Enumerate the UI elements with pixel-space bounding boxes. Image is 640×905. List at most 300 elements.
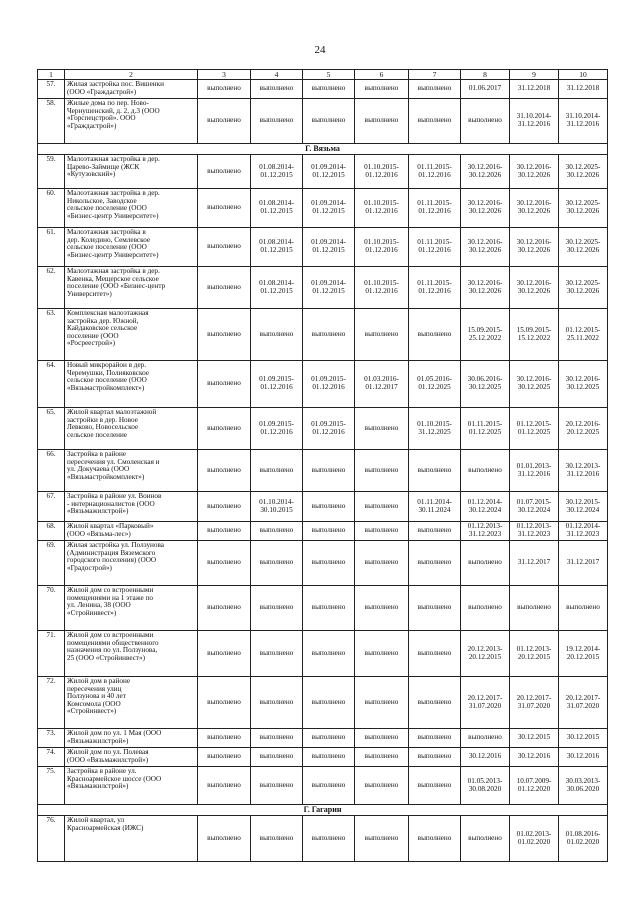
status-cell — [355, 80, 409, 99]
object-name-line: (ООО «Граждастрой») — [67, 87, 137, 96]
status-cell — [198, 99, 251, 144]
status-cell — [198, 631, 251, 677]
status-text: выполнено — [468, 733, 502, 742]
status-text: 01.06.2017 — [468, 84, 502, 93]
status-cell — [510, 408, 559, 450]
status-text: 25.12.2022 — [468, 333, 502, 342]
status-cell — [559, 522, 608, 541]
object-name — [65, 492, 198, 522]
object-name-line: Жилая застройка пос. Вишенки — [67, 80, 164, 88]
status-text: 15.12.2022 — [517, 333, 551, 342]
status-cell — [461, 309, 510, 361]
status-cell — [251, 228, 303, 267]
status-text: 30.12.2026 — [566, 286, 600, 295]
status-text: 31.12.2023 — [517, 530, 551, 538]
row-number: 67. — [38, 492, 65, 522]
status-cell — [559, 267, 608, 309]
status-text: 31.07.2020 — [517, 701, 551, 710]
column-header: 5 — [303, 70, 355, 80]
status-text: 01.11.2015- — [417, 238, 452, 247]
status-text: выполнено — [311, 833, 346, 842]
status-text: выполнено — [364, 423, 399, 432]
row-number: 74. — [38, 748, 65, 767]
table-row — [38, 729, 608, 748]
status-text: 15.09.2015- — [467, 325, 503, 334]
status-cell — [251, 267, 303, 309]
status-text: выполнено — [311, 329, 346, 338]
object-name-line: городского поселения) (ООО — [67, 556, 157, 565]
status-text: 30.12.2016- — [467, 238, 503, 247]
status-text: выполнено — [207, 752, 241, 761]
object-name — [65, 189, 198, 228]
status-text: 31.12.2016 — [566, 469, 600, 478]
status-text: 01.02.2020 — [517, 837, 551, 846]
status-text: выполнено — [259, 526, 294, 535]
object-name-line: Застройка в районе — [67, 450, 127, 458]
status-text: выполнено — [207, 465, 241, 474]
status-cell — [355, 361, 409, 408]
status-text: выполнено — [259, 465, 294, 474]
status-text: 30.06.2020 — [566, 784, 600, 793]
status-text: 25.11.2022 — [566, 333, 600, 342]
table-row — [38, 522, 608, 541]
section-row — [38, 144, 608, 155]
status-cell — [510, 80, 559, 99]
status-text: 30.03.2013- — [565, 776, 601, 785]
status-text: 01.08.2014- — [259, 238, 294, 247]
row-number: 62. — [38, 267, 65, 309]
object-name-line: «Вязьмажилстрой») — [67, 782, 129, 791]
status-cell — [559, 541, 608, 586]
status-cell — [198, 450, 251, 492]
status-cell — [409, 492, 461, 522]
object-name-line: Малоэтажная застройка в дер. — [67, 189, 160, 197]
object-name-line: «Кутузовский») — [67, 170, 116, 179]
status-text: выполнено — [311, 84, 346, 93]
table-row — [38, 267, 608, 309]
status-text: выполнено — [364, 329, 399, 338]
status-cell — [198, 267, 251, 309]
object-name-line: Красноармейская (ИЖС) — [67, 823, 144, 832]
object-name — [65, 677, 198, 729]
status-text: 01.09.2015- — [311, 375, 346, 384]
object-name-line: сельское поселение — [67, 430, 128, 439]
status-text: выполнено — [364, 697, 399, 706]
status-text: 20.12.2016- — [565, 419, 601, 428]
column-header: 2 — [65, 70, 198, 80]
status-cell — [510, 189, 559, 228]
status-cell — [510, 631, 559, 677]
status-cell — [251, 309, 303, 361]
status-cell — [559, 189, 608, 228]
status-cell — [409, 748, 461, 767]
status-text: 31.12.2016 — [566, 120, 600, 128]
status-text: выполнено — [207, 423, 241, 432]
construction-schedule-table — [37, 69, 608, 862]
status-cell — [461, 450, 510, 492]
status-text: выполнено — [311, 603, 346, 612]
status-cell — [303, 80, 355, 99]
status-cell — [461, 189, 510, 228]
status-text: выполнено — [311, 465, 346, 474]
row-number: 63. — [38, 309, 65, 361]
status-text: 31.12.2025 — [418, 427, 451, 436]
status-text: 30.12.2024 — [566, 505, 600, 514]
status-text: 30.12.2016- — [516, 278, 552, 287]
status-text: 01.12.2014- — [565, 522, 601, 531]
status-text: 31.12.2016 — [517, 120, 551, 128]
status-text: 31.12.2017 — [517, 558, 551, 567]
status-text: 30.12.2016 — [468, 752, 502, 761]
row-number: 75. — [38, 767, 65, 805]
status-cell — [409, 522, 461, 541]
status-cell — [251, 361, 303, 408]
object-name-line: помещениями общественного — [67, 638, 159, 647]
status-text: выполнено — [311, 648, 346, 657]
object-name-line: Ползунова и 40 лет — [67, 692, 126, 701]
status-cell — [510, 586, 559, 631]
status-text: 30.11.2024 — [418, 505, 451, 514]
status-cell — [461, 361, 510, 408]
status-text: 20.12.2017- — [565, 693, 601, 702]
status-cell — [510, 767, 559, 805]
status-cell — [251, 677, 303, 729]
table-row — [38, 155, 608, 189]
status-cell — [510, 677, 559, 729]
status-cell — [461, 80, 510, 99]
object-name-line: (ООО «Вязьма-лес») — [67, 529, 131, 538]
status-cell — [409, 189, 461, 228]
status-cell — [251, 189, 303, 228]
table-row — [38, 492, 608, 522]
status-cell — [409, 309, 461, 361]
object-name-line: Кавенка, Мещерское сельское — [67, 274, 159, 283]
status-cell — [198, 816, 251, 862]
status-cell — [559, 767, 608, 805]
object-name — [65, 361, 198, 408]
status-text: 01.11.2015- — [417, 278, 452, 287]
status-text: 01.10.2015- — [364, 278, 399, 287]
status-text: 30.12.2026 — [566, 207, 600, 215]
status-text: 01.12.2015- — [516, 419, 552, 428]
status-cell — [510, 816, 559, 862]
status-text: 01.10.2015- — [417, 419, 452, 428]
status-text: 01.12.2013- — [516, 522, 552, 531]
status-cell — [510, 155, 559, 189]
status-text: 01.09.2014- — [311, 199, 346, 208]
status-text: выполнено — [468, 603, 502, 612]
status-cell — [510, 748, 559, 767]
status-text: 20.12.2017- — [467, 693, 503, 702]
status-text: 01.12.2017 — [365, 383, 398, 391]
object-name — [65, 767, 198, 805]
status-cell — [355, 748, 409, 767]
status-text: 30.12.2026 — [517, 170, 551, 179]
table-row — [38, 80, 608, 99]
status-cell — [461, 748, 510, 767]
status-cell — [198, 767, 251, 805]
status-text: 30.08.2020 — [468, 784, 502, 793]
object-name-line: Жилой дом со встроенными — [67, 631, 154, 639]
status-cell — [355, 677, 409, 729]
status-text: 01.12.2015 — [312, 246, 345, 254]
object-name — [65, 99, 198, 144]
object-name-line: Жилой квартал «Парковый» — [67, 522, 154, 530]
object-name — [65, 541, 198, 586]
object-name — [65, 631, 198, 677]
status-text: выполнено — [417, 84, 452, 93]
status-text: выполнено — [311, 526, 346, 535]
status-cell — [251, 450, 303, 492]
status-cell — [303, 677, 355, 729]
status-text: выполнено — [311, 116, 346, 125]
status-text: выполнено — [259, 603, 294, 612]
status-text: выполнено — [311, 558, 346, 567]
status-text: 20.12.2013- — [467, 644, 503, 653]
object-name — [65, 155, 198, 189]
status-text: 01.12.2015 — [312, 170, 345, 179]
status-cell — [409, 361, 461, 408]
object-name-line: сельское поселение (ООО — [67, 204, 147, 213]
section-title: Г. Гагарин — [38, 805, 608, 816]
status-text: 01.12.2016 — [260, 427, 293, 436]
status-text: 01.11.2014- — [417, 497, 452, 506]
status-cell — [461, 677, 510, 729]
status-text: выполнено — [364, 780, 399, 789]
status-text: 01.12.2015 — [312, 207, 345, 215]
object-name-line: поселение (ООО «Бизнес-центр — [67, 282, 166, 291]
object-name-line: сельское поселение (ООО — [67, 376, 147, 385]
status-text: 31.12.2023 — [566, 530, 600, 538]
status-text: 30.12.2026 — [468, 286, 502, 295]
status-text: 30.12.2016- — [467, 278, 503, 287]
status-text: выполнено — [417, 465, 452, 474]
status-text: выполнено — [259, 648, 294, 657]
section-title: Г. Вязьма — [38, 144, 608, 155]
status-text: 01.08.2016- — [565, 829, 601, 838]
status-text: 20.12.2015 — [517, 652, 551, 661]
status-cell — [198, 361, 251, 408]
status-text: выполнено — [417, 116, 452, 125]
status-cell — [355, 189, 409, 228]
status-cell — [355, 267, 409, 309]
object-name-line: дер. Коледино, Семлевское — [67, 235, 151, 244]
status-text: 01.12.2016 — [365, 246, 398, 254]
status-cell — [559, 228, 608, 267]
object-name-line: «Граждастрой») — [67, 121, 117, 130]
status-cell — [409, 541, 461, 586]
status-cell — [559, 155, 608, 189]
status-text: выполнено — [207, 166, 241, 175]
status-text: выполнено — [364, 833, 399, 842]
row-number: 59. — [38, 155, 65, 189]
object-name-line: Застройка в районе ул. Воинов — [67, 492, 162, 500]
object-name — [65, 267, 198, 309]
object-name — [65, 309, 198, 361]
status-text: выполнено — [468, 558, 502, 567]
status-cell — [409, 729, 461, 748]
status-text: 30.12.2025 — [517, 383, 551, 391]
status-text: 01.12.2016 — [365, 170, 398, 179]
status-text: 31.12.2016 — [517, 469, 551, 478]
status-text: 01.10.2015- — [364, 238, 399, 247]
object-name-line: Новый микрорайон в дер. — [67, 361, 147, 369]
status-text: выполнено — [207, 526, 241, 535]
status-text: 30.12.2024 — [517, 505, 551, 514]
status-text: 01.12.2025 — [468, 427, 502, 436]
status-cell — [510, 522, 559, 541]
status-text: выполнено — [417, 780, 452, 789]
status-text: 30.12.2016- — [467, 199, 503, 208]
status-cell — [198, 309, 251, 361]
status-text: 01.12.2015- — [565, 325, 601, 334]
status-cell — [198, 189, 251, 228]
row-number: 71. — [38, 631, 65, 677]
row-number: 58. — [38, 99, 65, 144]
object-name — [65, 80, 198, 99]
status-text: 20.12.2015 — [566, 652, 600, 661]
status-text: 01.12.2016 — [418, 246, 451, 254]
object-name-line: Левково, Новосельское — [67, 423, 139, 432]
status-text: выполнено — [364, 558, 399, 567]
status-cell — [303, 228, 355, 267]
table-row — [38, 361, 608, 408]
status-cell — [303, 99, 355, 144]
status-cell — [198, 748, 251, 767]
status-text: выполнено — [259, 558, 294, 567]
status-cell — [409, 586, 461, 631]
status-cell — [303, 522, 355, 541]
object-name-line: «Росреестрой») — [67, 339, 115, 348]
status-cell — [251, 522, 303, 541]
status-cell — [409, 631, 461, 677]
status-text: выполнено — [207, 558, 241, 567]
status-cell — [355, 408, 409, 450]
object-name-line: Никольское, Заводское — [67, 196, 137, 205]
status-text: 01.12.2025 — [418, 383, 451, 391]
status-cell — [559, 361, 608, 408]
object-name-line: застройка дер. Южной, — [67, 316, 139, 325]
status-text: 01.12.2016 — [312, 427, 345, 436]
status-cell — [303, 729, 355, 748]
status-cell — [559, 450, 608, 492]
page-number: 24 — [314, 44, 326, 56]
status-cell — [409, 267, 461, 309]
status-cell — [303, 492, 355, 522]
status-cell — [461, 586, 510, 631]
object-name-line: Чернушенский, д. 2, д.3 (ООО — [67, 106, 160, 115]
status-cell — [303, 767, 355, 805]
status-text: выполнено — [207, 379, 241, 388]
status-cell — [559, 677, 608, 729]
status-text: 01.09.2015- — [259, 375, 294, 384]
status-cell — [559, 631, 608, 677]
status-cell — [409, 80, 461, 99]
status-cell — [303, 189, 355, 228]
column-header: 10 — [559, 70, 608, 80]
status-cell — [303, 586, 355, 631]
status-text: 20.12.2017- — [516, 693, 552, 702]
row-number: 68. — [38, 522, 65, 541]
status-cell — [409, 816, 461, 862]
status-cell — [251, 492, 303, 522]
object-name-line: пересечения улиц — [67, 684, 122, 693]
status-text: 30.12.2016- — [516, 375, 552, 384]
status-text: 31.07.2020 — [566, 701, 600, 710]
status-cell — [198, 155, 251, 189]
object-name-line: поселение (ООО — [67, 331, 119, 340]
status-cell — [251, 586, 303, 631]
status-cell — [251, 541, 303, 586]
status-text: выполнено — [207, 501, 241, 510]
object-name-line: «Вязьмажилстрой») — [67, 507, 129, 516]
row-number: 60. — [38, 189, 65, 228]
object-name-line: Жилые дома по пер. Ново- — [67, 99, 149, 107]
status-text: 30.12.2016- — [467, 162, 503, 171]
status-cell — [355, 99, 409, 144]
status-cell — [559, 729, 608, 748]
object-name-line: Жилой квартал малоэтажной — [67, 408, 157, 416]
object-name-line: «Вязьмастройкомплект») — [67, 383, 145, 392]
status-cell — [251, 99, 303, 144]
status-text: 01.05.2016- — [417, 375, 452, 384]
status-cell — [559, 492, 608, 522]
status-text: 01.12.2020 — [517, 784, 551, 793]
status-cell — [198, 586, 251, 631]
status-text: выполнено — [468, 116, 502, 125]
status-cell — [510, 541, 559, 586]
object-name-line: «Горспецстрой». ООО — [67, 114, 136, 123]
object-name-line: «Градострой») — [67, 563, 112, 572]
object-name-line: «Вязьмажилстрой») — [67, 736, 129, 745]
status-text: 19.12.2014- — [565, 644, 601, 653]
status-text: выполнено — [311, 733, 346, 742]
status-cell — [355, 631, 409, 677]
status-cell — [303, 267, 355, 309]
status-cell — [303, 361, 355, 408]
status-text: 30.12.2025- — [565, 162, 601, 171]
status-cell — [251, 631, 303, 677]
status-text: 01.09.2015- — [259, 419, 294, 428]
status-text: 01.09.2015- — [311, 419, 346, 428]
object-name-line: «Стройинвест») — [67, 707, 117, 716]
object-name-line: «Бизнес-центр Университет») — [67, 250, 159, 259]
table-row — [38, 767, 608, 805]
object-name — [65, 408, 198, 450]
status-text: 30.12.2015 — [517, 733, 551, 742]
status-cell — [251, 767, 303, 805]
status-cell — [559, 408, 608, 450]
table-row — [38, 541, 608, 586]
status-cell — [355, 155, 409, 189]
table-row — [38, 309, 608, 361]
status-cell — [355, 309, 409, 361]
object-name — [65, 450, 198, 492]
status-text: 01.11.2015- — [417, 199, 452, 208]
status-text: выполнено — [207, 242, 241, 251]
object-name-line: Жилой дом со встроенными — [67, 586, 154, 594]
status-text: 01.02.2013- — [516, 829, 552, 838]
status-text: 30.12.2026 — [566, 246, 600, 254]
status-cell — [461, 492, 510, 522]
object-name-line: 25 (ООО «Стройинвест») — [67, 653, 146, 662]
status-text: 30.12.2025 — [468, 383, 502, 391]
status-text: выполнено — [517, 603, 551, 612]
status-cell — [355, 450, 409, 492]
status-text: 30.12.2025- — [565, 238, 601, 247]
status-cell — [198, 408, 251, 450]
status-text: выполнено — [468, 465, 502, 474]
